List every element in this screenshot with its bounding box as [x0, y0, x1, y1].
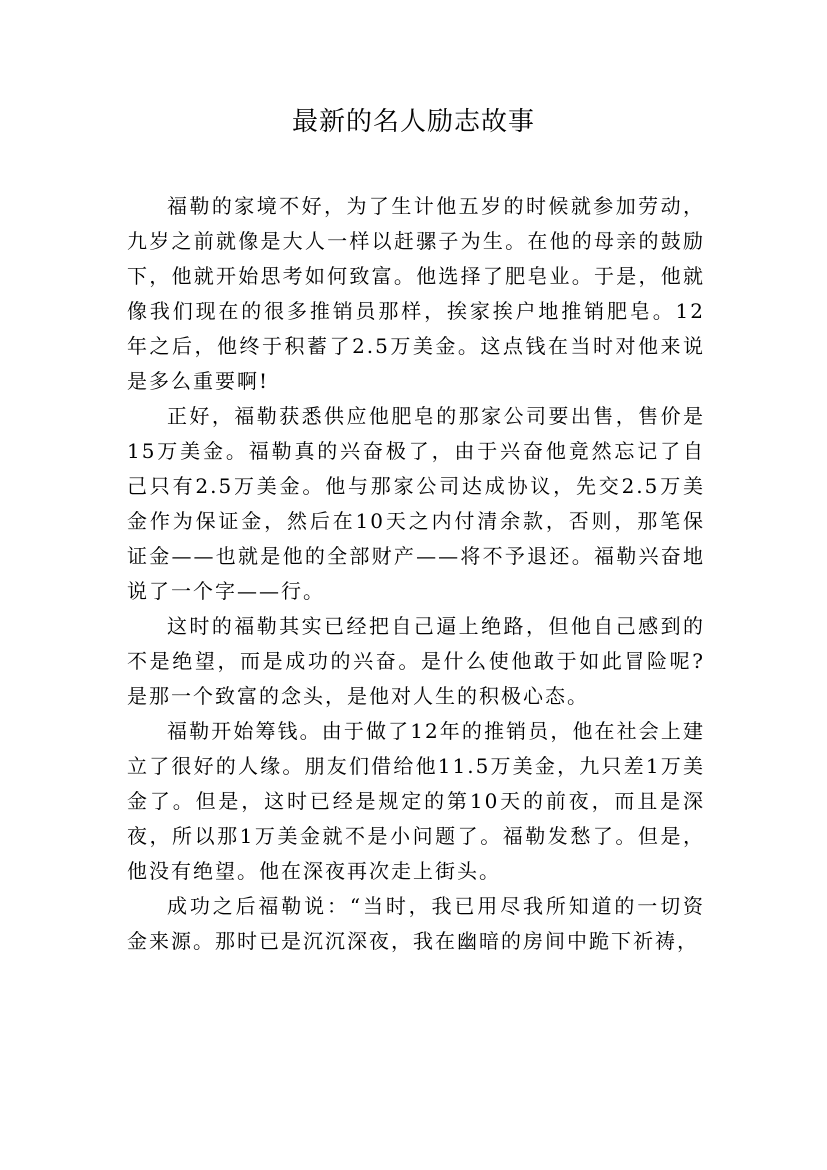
paragraph-5: 成功之后福勒说：“当时，我已用尽我所知道的一切资金来源。那时已是沉沉深夜，我在幽暗的房间中跪下祈祷，	[127, 894, 705, 953]
paragraph-3: 这时的福勒其实已经把自己逼上绝路，但他自己感到的不是绝望，而是成功的兴奋。是什么使他敢于如此冒险呢?是那一个致富的念头，是他对人生的积极心态。	[127, 614, 705, 708]
paragraph-4: 福勒开始筹钱。由于做了12年的推销员，他在社会上建立了很好的人缘。朋友们借给他11.5万美金，九只差1万美金了。但是，这时已经是规定的第10天的前夜，而且是深夜，所以那1万美金就不是小问题了。福勒发愁了。但是，他没有绝望。他在深夜再次走上街头。	[127, 719, 705, 883]
document-body	[127, 189, 705, 959]
paragraph-1: 福勒的家境不好，为了生计他五岁的时候就参加劳动，九岁之前就像是大人一样以赶骡子为生。在他的母亲的鼓励下，他就开始思考如何致富。他选择了肥皂业。于是，他就像我们现在的很多推销员那样，挨家挨户地推销肥皂。12年之后，他终于积蓄了2.5万美金。这点钱在当时对他来说是多么重要啊!	[127, 194, 705, 393]
document-title: 最新的名人励志故事	[291, 107, 535, 137]
paragraph-2: 正好，福勒获悉供应他肥皂的那家公司要出售，售价是15万美金。福勒真的兴奋极了，由于兴奋他竟然忘记了自己只有2.5万美金。他与那家公司达成协议，先交2.5万美金作为保证金，然后在10天之内付清余款，否则，那笔保证金——也就是他的全部财产——将不予退还。福勒兴奋地说了一个字——行。	[127, 404, 705, 603]
